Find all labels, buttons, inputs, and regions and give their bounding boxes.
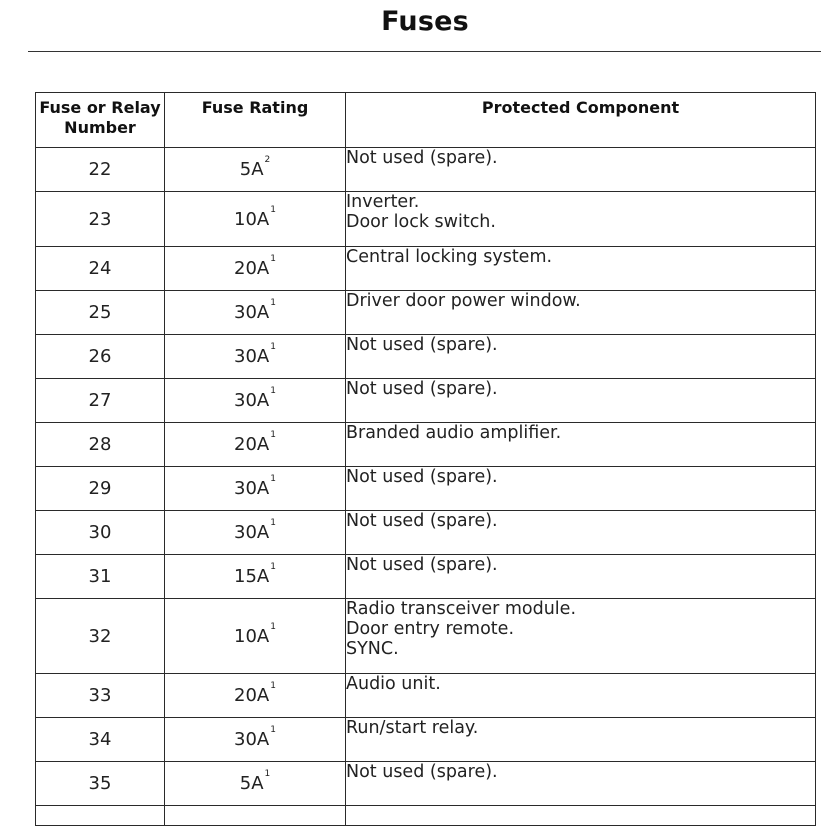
fuse-rating-footnote: 1	[270, 474, 276, 484]
protected-component-cell	[346, 718, 816, 762]
protected-component-cell	[346, 511, 816, 555]
header-fuse-number: Fuse or Relay Number	[36, 93, 165, 148]
fuse-table-body	[36, 148, 816, 826]
fuse-rating-value: 10A	[234, 208, 270, 230]
fuse-number-cell: 28	[36, 423, 165, 467]
fuse-rating-cell	[165, 192, 346, 247]
fuse-number-cell: 23	[36, 192, 165, 247]
fuse-rating-value: 30A	[234, 390, 270, 411]
fuse-rating-cell	[165, 291, 346, 335]
fuse-rating-cell	[165, 423, 346, 467]
fuse-number-cell: 33	[36, 674, 165, 718]
protected-component-cell	[346, 291, 816, 335]
fuse-number-cell: 26	[36, 335, 165, 379]
fuse-number-cell: 35	[36, 762, 165, 806]
fuse-rating-value: 30A	[234, 478, 270, 499]
protected-component-cell	[346, 335, 816, 379]
fuse-rating-footnote: 1	[270, 681, 276, 691]
protected-component-cell	[346, 762, 816, 806]
table-row	[36, 599, 816, 674]
fuse-number-cell: 24	[36, 247, 165, 291]
table-row	[36, 192, 816, 247]
fuse-rating-cell	[165, 335, 346, 379]
protected-component-line: Not used (spare).	[346, 148, 498, 168]
protected-component-line: Radio transceiver module.	[346, 599, 577, 619]
fuse-rating-value: 5A	[239, 159, 264, 180]
fuse-number-cell: 27	[36, 379, 165, 423]
table-row	[36, 674, 816, 718]
table-row	[36, 718, 816, 762]
fuse-rating-footnote: 1	[270, 725, 276, 735]
table-row	[36, 247, 816, 291]
header-fuse-rating: Fuse Rating	[165, 93, 346, 148]
fuse-number-cell: 29	[36, 467, 165, 511]
protected-component-cell	[346, 379, 816, 423]
fuse-number-cell: 32	[36, 599, 165, 674]
protected-component-line: Run/start relay.	[346, 718, 479, 738]
protected-component-cell	[346, 192, 816, 247]
fuse-rating-cell	[165, 467, 346, 511]
fuse-rating-cell	[165, 511, 346, 555]
header-protected-component: Protected Component	[346, 93, 816, 148]
fuse-rating-cell	[165, 379, 346, 423]
fuse-rating-footnote: 1	[270, 518, 276, 528]
fuse-rating-value: 20A	[234, 258, 270, 279]
fuse-rating-cell	[165, 762, 346, 806]
protected-component-line: Not used (spare).	[346, 335, 498, 355]
table-row-partial	[36, 806, 816, 826]
fuse-rating-footnote: 1	[270, 621, 276, 632]
fuse-rating-footnote: 1	[264, 769, 271, 779]
table-row	[36, 379, 816, 423]
fuse-rating-value: 20A	[234, 685, 270, 706]
protected-component-line: Door lock switch.	[346, 212, 496, 232]
fuse-rating-footnote: 1	[270, 298, 276, 308]
fuse-number-cell: 31	[36, 555, 165, 599]
fuse-rating-footnote: 1	[270, 386, 276, 396]
fuse-rating-value: 20A	[234, 434, 270, 455]
fuse-table	[35, 92, 816, 826]
fuse-rating-cell	[165, 148, 346, 192]
fuse-rating-footnote: 1	[270, 342, 276, 352]
protected-component-line: Not used (spare).	[346, 762, 498, 782]
fuse-rating-cell	[165, 674, 346, 718]
empty-cell	[36, 806, 165, 826]
fuse-rating-footnote: 1	[270, 254, 276, 264]
protected-component-line: Not used (spare).	[346, 467, 498, 487]
fuse-rating-footnote: 1	[270, 430, 276, 440]
table-row	[36, 423, 816, 467]
fuse-rating-cell	[165, 718, 346, 762]
protected-component-line: Door entry remote.	[346, 619, 515, 639]
protected-component-line: Audio unit.	[346, 674, 441, 694]
empty-cell	[346, 806, 816, 826]
fuse-rating-value: 5A	[239, 773, 264, 794]
protected-component-line: Not used (spare).	[346, 379, 498, 399]
fuse-rating-value: 30A	[234, 302, 270, 323]
protected-component-line: Inverter.	[346, 192, 420, 212]
protected-component-cell	[346, 467, 816, 511]
fuse-rating-value: 30A	[234, 346, 270, 367]
protected-component-line: Central locking system.	[346, 247, 553, 267]
fuse-rating-cell	[165, 247, 346, 291]
fuse-rating-footnote: 2	[264, 155, 271, 165]
table-row	[36, 467, 816, 511]
fuse-number-cell: 22	[36, 148, 165, 192]
protected-component-line: Not used (spare).	[346, 511, 498, 531]
table-row	[36, 555, 816, 599]
table-row	[36, 762, 816, 806]
fuse-rating-footnote: 1	[270, 204, 276, 215]
fuse-rating-value: 30A	[234, 729, 270, 750]
fuse-number-cell: 30	[36, 511, 165, 555]
page-title: Fuses	[381, 6, 469, 37]
table-row	[36, 335, 816, 379]
protected-component-cell	[346, 148, 816, 192]
table-row	[36, 511, 816, 555]
protected-component-line: SYNC.	[346, 639, 399, 659]
fuse-rating-footnote: 1	[270, 562, 276, 572]
table-row	[36, 148, 816, 192]
empty-cell	[165, 806, 346, 826]
protected-component-line: Branded audio amplifier.	[346, 423, 562, 443]
fuse-rating-value: 30A	[234, 522, 270, 543]
protected-component-cell	[346, 599, 816, 674]
fuse-rating-value: 10A	[234, 625, 270, 647]
title-divider	[28, 51, 821, 52]
fuse-number-cell: 25	[36, 291, 165, 335]
table-header-row	[36, 93, 816, 148]
protected-component-cell	[346, 555, 816, 599]
protected-component-cell	[346, 247, 816, 291]
fuse-rating-cell	[165, 599, 346, 674]
table-row	[36, 291, 816, 335]
protected-component-cell	[346, 423, 816, 467]
fuse-rating-cell	[165, 555, 346, 599]
protected-component-line: Driver door power window.	[346, 291, 581, 311]
fuse-number-cell: 34	[36, 718, 165, 762]
protected-component-cell	[346, 674, 816, 718]
fuse-rating-value: 15A	[234, 566, 270, 587]
protected-component-line: Not used (spare).	[346, 555, 498, 575]
